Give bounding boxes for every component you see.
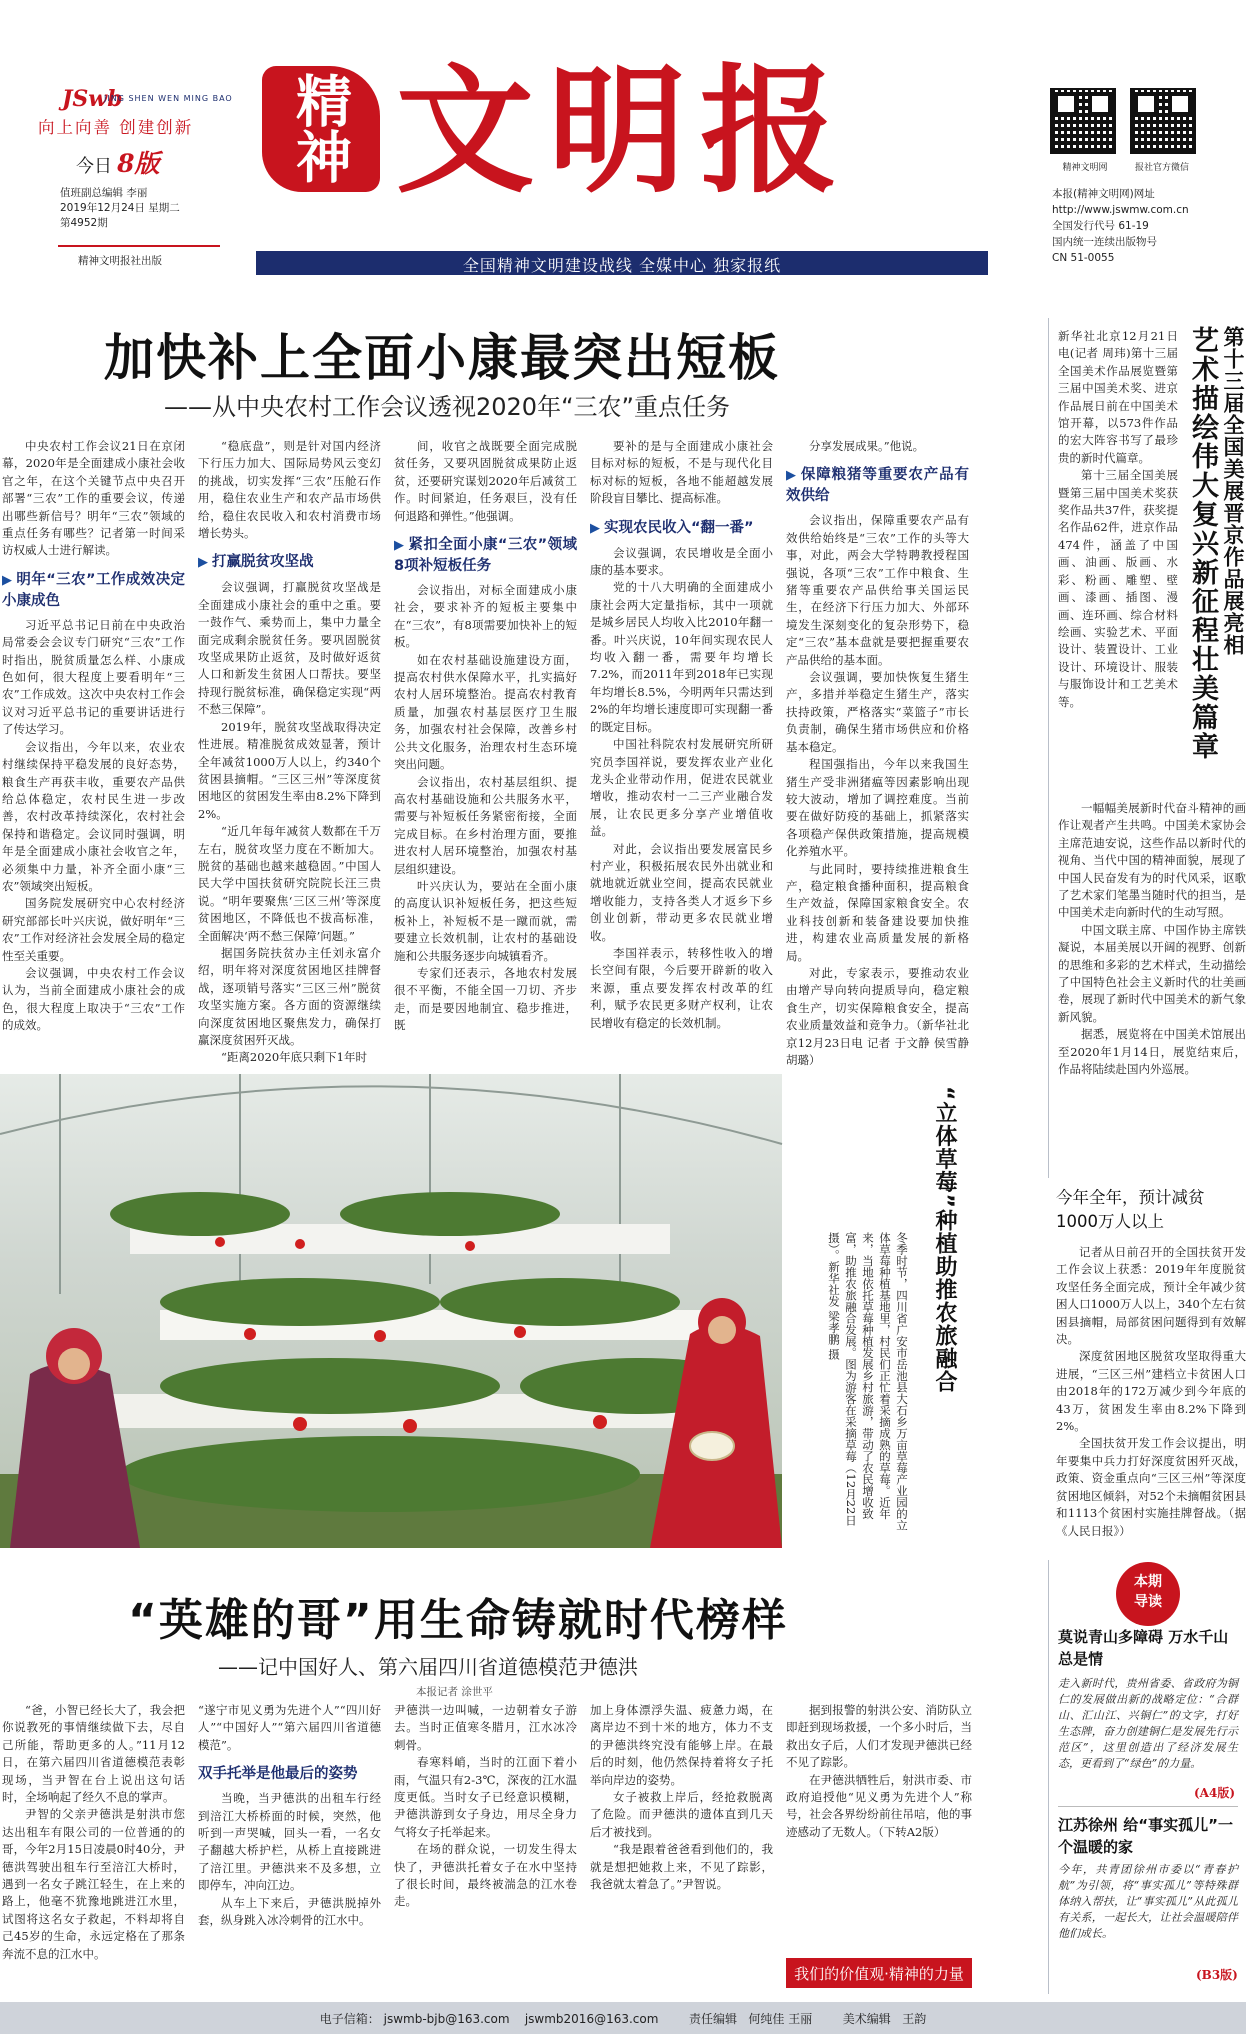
- hero-col-5: [786, 1702, 972, 1950]
- paragraph: 专家们还表示，各地农村发展很不平衡，不能全国一刀切、齐步走，而是要因地制宜、稳步推进，既: [394, 965, 577, 1033]
- paragraph: “近几年每年减贫人数都在千万左右，脱贫攻坚力度在不断加大。脱贫的基础也越来越稳固。”中国人民大学中国扶贫研究院院长汪三贵说。“明年要聚焦‘三区三州’等深度贫困地区，不降低也不拔高标准，全面解决‘两不愁三保障’问题。”: [198, 824, 381, 943]
- hero-subhead: ——记中国好人、第六届四川省道德模范尹德洪: [218, 1655, 638, 1679]
- tagline: 全国精神文明建设战线 全媒中心 独家报纸: [462, 256, 782, 275]
- paragraph: 当晚，当尹德洪的出租车行经到涪江大桥桥面的时候，突然，他听到一声哭喊，回头一看，一名女子翻越大桥护栏，从桥上直接跳进了涪江里。尹德洪来不及多想，立即停车，冲向江边。: [198, 1791, 381, 1893]
- paragraph: 全国扶贫开发工作会议提出，明年要集中兵力打好深度贫困歼灭战，政策、资金重点向“三区三州”等深度贫困地区倾斜，对52个未摘帽贫困县和1113个贫困村实施挂牌督战。（据《人民日报》）: [1056, 1436, 1246, 1538]
- logo-pinyin: JING SHEN WEN MING BAO: [104, 94, 233, 103]
- issue-number: 第4952期: [60, 217, 108, 229]
- paragraph: “稳底盘”，则是针对国内经济下行压力加大、国际局势风云变幻的挑战，切实发挥“三农”压舱石作用，稳住农业生产和农产品市场供给，稳住农民收入和农村消费市场增长势头。: [198, 439, 381, 541]
- editor-line: 值班副总编辑 李丽: [60, 187, 148, 199]
- triangle-icon: ▶: [590, 520, 600, 536]
- paragraph: 会议指出，今年以来，农业农村继续保持平稳发展的良好态势，粮食生产再获丰收，重要农产品供给总体稳定，农村民生进一步改善，农村改革持续深化，农村社会保持和谐稳定。会议同时强调，明年是全面建成小康社会收官之年，必须集中力量，补齐全面小康“三农”领域突出短板。: [2, 739, 185, 893]
- paragraph: 春寒料峭，当时的江面下着小雨，气温只有2-3℃，深夜的江水温度更低。当时女子已经意识模糊，尹德洪游到女子身边，用尽全身力气将女子托举起来。: [394, 1755, 577, 1839]
- paragraph: 尹德洪一边叫喊，一边朝着女子游去。当时正值寒冬腊月，江水冰冷刺骨。: [394, 1703, 577, 1752]
- qr-code-wechat-icon[interactable]: [1130, 88, 1196, 154]
- guide-item-1-page[interactable]: (A4版): [1194, 1786, 1236, 1800]
- greenhouse-scene-icon: [0, 1074, 782, 1548]
- qr2-label: 报社官方微信: [1134, 163, 1189, 173]
- sidebar-art-text-bottom: [1058, 800, 1246, 1178]
- hero-col-2: [198, 1702, 381, 2002]
- paragraph: 新华社北京12月21日电(记者 周玮)第十三届全国美术作品展览暨第三届中国美术奖、进京作品展日前在中国美术馆开幕，以573件作品的宏大阵容书写了最珍贵的新时代篇章。: [1058, 329, 1178, 465]
- lead-col-4: [590, 438, 773, 1058]
- sidebar-poverty-text: [1056, 1244, 1246, 1566]
- paragraph: 国务院发展研究中心农村经济研究部部长叶兴庆说，做好明年“三农”工作对经济社会发展全局的稳定性至关重要。: [2, 896, 185, 963]
- contact-info: [1052, 186, 1189, 266]
- lead-col-2: [198, 438, 381, 1065]
- sidebar-art-rule: [1048, 318, 1049, 1178]
- guide-item-2-page[interactable]: (B3版): [1196, 1968, 1238, 1982]
- lead-subhead-5: ▶ 保障粮猪等重要农产品有效供给: [786, 467, 970, 505]
- title-seal: 精神: [262, 66, 380, 192]
- paragraph: 深度贫困地区脱贫攻坚取得重大进展，“三区三州”建档立卡贫困人口由2018年的172万减少到今年底的43万，贫困发生率由8.2%下降到2%。: [1056, 1349, 1246, 1434]
- designer-label: 美术编辑: [842, 2012, 891, 2026]
- paragraph: 习近平总书记日前在中央政治局常委会会议专门研究“三农”工作时指出，脱贫质量怎么样、小康成色如何，很大程度上要看明年“三农”工作成效。这次中央农村工作会议对习近平总书记的重要讲话进行了传达学习。: [2, 617, 185, 737]
- paragraph: “我是跟着爸爸看到他们的，我就是想把她救上来，不见了踪影，我爸就太着急了。”尹智说。: [590, 1842, 773, 1892]
- paragraph: 从车上下来后，尹德洪脱掉外套，纵身跳入冰冷刺骨的江水中。: [198, 1895, 381, 1928]
- newspaper-title: 文明报: [396, 49, 853, 212]
- sidebar-art-text-top: [1058, 328, 1178, 796]
- photo-story-caption: 冬季时节，四川省广安市岳池县大石乡万亩草莓产业园的立体草莓种植基地里，村民们正忙着采摘成熟的草莓。近年来，当地依托草莓种植发展乡村旅游，带动了农民增收致富，助推农旅融合发展。图为游客在采摘草莓（12月22日摄）。新华社发 梁孝鹏 摄: [827, 1232, 909, 1531]
- cn-label: 国内统一连续出版物号: [1052, 236, 1157, 248]
- paragraph: 程国强指出，今年以来我国生猪生产受非洲猪瘟等因素影响出现较大波动，增加了调控难度。当前要在做好防疫的基础上，抓紧落实各项稳产保供政策措施，提高规模化养殖水平。: [786, 757, 969, 859]
- qr-code-website-icon[interactable]: [1050, 88, 1116, 154]
- publisher: 精神文明报社出版: [78, 255, 162, 267]
- paragraph: 中国文联主席、中国作协主席铁凝说，本届美展以开阔的视野、创新的思维和多彩的艺术样式，生动描绘了中国特色社会主义新时代的壮美画卷，展现了新时代中国美术的新气象新风貌。: [1058, 922, 1246, 1024]
- paragraph: 与此同时，要持续推进粮食生产，稳定粮食播种面积，提高粮食生产效益，保障国家粮食安全。农业科技创新和装备建设要加快推进，构建农业高质量发展的新格局。: [786, 861, 969, 963]
- paragraph: 会议强调，农民增收是全面小康的基本要求。: [590, 545, 773, 578]
- lead-subhead-3: ▶ 紧扣全面小康“三农”领域8项补短板任务: [394, 537, 578, 575]
- photo-story-title: “立体草莓”种植助推农旅融合: [932, 1086, 957, 1393]
- today-count: 8版: [117, 149, 160, 178]
- site-label: 本报(精神文明网)网址: [1052, 188, 1155, 200]
- paragraph: 记者从日前召开的全国扶贫开发工作会议上获悉：2019年年度脱贫攻坚任务全面完成，预计全年减少贫困人口1000万人以上，340个左右贫困县摘帽，局部贫困问题得到有效解决。: [1056, 1245, 1246, 1347]
- paragraph: 在场的群众说，一切发生得太快了，尹德洪托着女子在水中坚持了很长时间，最终被湍急的江水卷走。: [394, 1842, 577, 1909]
- guide-badge: 本期 导读: [1116, 1562, 1180, 1626]
- paragraph: 据到报警的射洪公安、消防队立即赶到现场救援，一个多小时后，当救出女子后，人们才发现尹德洪已经不见了踪影。: [786, 1703, 972, 1770]
- hero-col-1: [2, 1702, 185, 2002]
- lead-subhead-1: ▶ 明年“三农”工作成效决定小康成色: [2, 571, 186, 609]
- site-url[interactable]: http://www.jswmw.com.cn: [1052, 204, 1189, 216]
- paragraph: 会议强调，打赢脱贫攻坚战是全面建成小康社会的重中之重。要一鼓作气、乘势而上，集中力量全面完成剩余脱贫任务。要巩固脱贫攻坚成果防止返贫，及时做好返贫人口和新发生贫困人口帮扶。要坚持现行脱贫标准，确保稳定实现“两不愁三保障”。: [198, 580, 381, 717]
- paragraph: 在尹德洪牺牲后，射洪市委、市政府追授他“见义勇为先进个人”称号，社会各界纷纷前往吊唁，他的事迹感动了无数人。（下转A2版）: [786, 1772, 972, 1839]
- paragraph: “爸，小智已经长大了，我会把你说教死的事情继续做下去，尽自己所能，帮助更多的人。”11月12日，在第六届四川省道德模范表彰现场，当尹智在台上说出这句话时，全场响起了经久不息的掌声。: [2, 1703, 185, 1805]
- paragraph: 对此，会议指出要发展富民乡村产业，积极拓展农民外出就业和就地就近就业空间，提高农民就业增收能力，支持各类人才返乡下乡创业创新，带动更多农民就业增收。: [590, 841, 773, 943]
- lead-subhead: ——从中央农村工作会议透视2020年“三农”重点任务: [164, 393, 730, 421]
- editor-label: 责任编辑: [688, 2012, 737, 2026]
- triangle-icon: ▶: [2, 572, 13, 588]
- cn-number: CN 51-0055: [1052, 252, 1115, 264]
- sidebar-art-title-1: 第十三届全国美展晋京作品展亮相: [1221, 326, 1245, 656]
- email-2[interactable]: jswmb2016@163.com: [524, 2012, 659, 2026]
- paragraph: 中国社科院农村发展研究所研究员李国祥说，要发挥农业产业化龙头企业带动作用，促进农民就业增收，推动农村一二三产业融合发展，让农民更多分享产业增值收益。: [590, 737, 773, 839]
- values-banner-text: 我们的价值观·精神的力量: [794, 1965, 964, 1983]
- paragraph: “遂宁市见义勇为先进个人”“四川好人”“中国好人”“第六届四川省道德模范”。: [198, 1703, 381, 1752]
- paragraph: “距离2020年底只剩下1年时: [221, 1050, 367, 1065]
- paragraph: 会议指出，保障重要农产品有效供给始终是“三农”工作的头等大事，对此，两会大学特聘教授程国强说，各项“三农”工作中粮食、生猪等重要农产品供给事关国运民生，在经济下行压力加大、外部环境发生深刻变化的复杂形势下，稳定“三农”基本盘就是要把握重要农产品供给的基本面。: [786, 513, 969, 667]
- paragraph: 会议强调，要加快恢复生猪生产，多措并举稳定生猪生产，落实扶持政策，严格落实“菜篮子”市长负责制，确保生猪市场供应和价格基本稳定。: [786, 670, 969, 754]
- paragraph: 对此，专家表示，要推动农业由增产导向转向提质导向，稳定粮食生产，切实保障粮食安全，提高农业质量效益和竞争力。（新华社北京12月23日电 记者 于文静 侯雪静 胡璐）: [786, 965, 969, 1067]
- paragraph: 据国务院扶贫办主任刘永富介绍，明年将对深度贫困地区挂牌督战，逐项销号落实“三区三州”脱贫攻坚实施方案。各方面的资源继续向深度贫困地区聚焦发力，确保打赢深度贫困歼灭战。: [198, 945, 381, 1047]
- paragraph: 会议强调，中央农村工作会议认为，当前全面建成小康社会的成色，很大程度上取决于“三农”工作的成效。: [2, 965, 185, 1033]
- paragraph: 尹智的父亲尹德洪是射洪市您达出租车有限公司的一位普通的的哥，今年2月15日凌晨0时40分，尹德洪驾驶出租车行至涪江大桥时，遇到一名女子跳江轻生，在上来的路上，他毫不犹豫地跳进江水里，试图将这名女子救起，不料却将自己45岁的生命，永远定格在了那条奔流不息的江水中。: [2, 1807, 185, 1961]
- guide-divider: [1058, 1806, 1238, 1807]
- photo-strawberry: [0, 1074, 782, 1548]
- paragraph: 加上身体漂浮失温、疲惫力竭，在离岸边不到十米的地方，体力不支的尹德洪终究没有能够上岸。在最后的时刻，他仍然保持着将女子托举向岸边的姿势。: [590, 1703, 773, 1787]
- paragraph: 间，收官之战既要全面完成脱贫任务，又要巩固脱贫成果防止返贫，还要研究谋划2020年后减贫工作。时间紧迫，任务艰巨，没有任何退路和弹性。”他强调。: [394, 439, 577, 523]
- editor-names: 何纯佳 王丽: [748, 2012, 813, 2026]
- lead-subhead-4: ▶ 实现农民收入“翻一番”: [590, 519, 754, 536]
- triangle-icon: ▶: [198, 555, 208, 571]
- hero-byline: 本报记者 涂世平: [416, 1686, 493, 1698]
- guide-item-1-text: 走入新时代，贵州省委、省政府为铜仁的发展做出新的战略定位：“合群山、汇山江、兴铜仁”的文字，打好生态牌，奋力创建铜仁是发展先行示范区”，这里创造出了经济发展生态，更看到了“绿色”的力量。: [1058, 1677, 1238, 1770]
- hero-headline: “英雄的哥”用生命铸就时代榜样: [128, 1595, 788, 1646]
- qr1-label: 精神文明网: [1062, 163, 1108, 173]
- guide-item-1-title[interactable]: 莫说青山多障碍 万水千山总是情: [1058, 1628, 1229, 1668]
- logo-mark: JSwb: [62, 86, 123, 112]
- email-label: 电子信箱：: [319, 2012, 380, 2026]
- lead-col-1: [2, 438, 185, 1058]
- paragraph: 一幅幅美展新时代奋斗精神的画作让观者产生共鸣。中国美术家协会主席范迪安说，这些作品以新时代的视角、当代中国的精神面貌，展现了中国人民奋发有为的时代风采，讴歌了艺术家们笔墨当随时代的担当，是中国美术走向新时代的生动写照。: [1058, 801, 1246, 920]
- lead-col-5: [786, 438, 970, 1067]
- paragraph: 要补的是与全面建成小康社会目标对标的短板，不是与现代化目标对标的短板，各地不能超越发展阶段盲目攀比、提高标准。: [590, 439, 773, 506]
- left-rule: [58, 245, 220, 247]
- today-pages: [76, 144, 160, 180]
- sidebar-poverty-headline: 今年全年，预计减贫1000万人以上: [1056, 1188, 1205, 1231]
- masthead: [0, 0, 1246, 282]
- paragraph: 叶兴庆认为，要站在全面小康的高度认识补短板任务，把这些短板补上，补短板不是一蹴而就，需要建立长效机制，让农村的基础设施和公共服务逐步向城镇看齐。: [394, 878, 577, 963]
- footer-line: [0, 2010, 1246, 2027]
- hero-col-3: [394, 1702, 577, 2002]
- paragraph: 2019年，脱贫攻坚战取得决定性进展。精准脱贫成效显著，预计全年减贫1000万人以上，约340个贫困县摘帽。“三区三州”等深度贫困地区的贫困发生率由8.2%下降到2%。: [198, 719, 381, 821]
- paragraph: 李国祥表示，转移性收入的增长空间有限，今后要开辟新的收入来源，重点要发挥农村改革的红利，赋予农民更多财产权利，让农民增收有稳定的长效机制。: [590, 945, 773, 1030]
- designer-name: 王韵: [902, 2012, 927, 2026]
- paragraph: 会议指出，农村基层组织、提高农村基础设施和公共服务水平，需要与补短板任务紧密衔接，全面完成目标。在乡村治理方面，要推进农村人居环境整治，加强农村基层组织建设。: [394, 774, 577, 876]
- lead-headline: 加快补上全面小康最突出短板: [104, 329, 780, 387]
- paragraph: 分享发展成果。”他说。: [809, 439, 925, 453]
- sidebar-art-title-2: 艺术描绘伟大复兴新征程壮美篇章: [1187, 326, 1218, 761]
- issue-info: [60, 186, 180, 231]
- paragraph: 中央农村工作会议21日在京闭幕，2020年是全面建成小康社会收官之年，在这个关键节点中央召开部署“三农”工作的重要会议，传递出哪些新信号？明年“三农”领域的重点任务有哪些？记者第一时间采访权威人士进行解读。: [2, 439, 185, 558]
- paragraph: 会议指出，对标全面建成小康社会，要求补齐的短板主要集中在“三农”，有8项需要加快补上的短板。: [394, 583, 577, 650]
- postal-code: 全国发行代号 61-19: [1052, 220, 1149, 232]
- paragraph: 如在农村基础设施建设方面，提高农村供水保障水平，扎实搞好农村人居环境整治。提高农村教育质量，加强农村基层医疗卫生服务，加强农村社会保障，改善乡村公共文化服务，治理农村生态环境突出问题。: [394, 652, 577, 772]
- paragraph: 党的十八大明确的全面建成小康社会两大定量指标，其中一项就是城乡居民人均收入比2010年翻一番。叶兴庆说，10年间实现农民人均收入翻一番，需要年均增长7.2%，而2011年到2018年已实现年均增长8.5%，今明两年只需达到2%的年均增长速度即可实现翻一番的既定目标。: [590, 580, 773, 734]
- triangle-icon: ▶: [786, 468, 797, 484]
- today-label: 今日: [76, 156, 112, 177]
- lead-col-3: [394, 438, 577, 1058]
- email-1[interactable]: jswmb-bjb@163.com: [383, 2012, 510, 2026]
- lead-subhead-2: ▶ 打赢脱贫攻坚战: [198, 554, 314, 571]
- slogan: 向上向善 创建创新: [38, 118, 194, 137]
- paragraph: 据悉，展览将在中国美术馆展出至2020年1月14日，展览结束后，作品将陆续赴国内外巡展。: [1058, 1027, 1246, 1077]
- date-line: 2019年12月24日 星期二: [60, 202, 180, 214]
- paragraph: 第十三届全国美展暨第三届中国美术奖获奖作品共37件，获奖提名作品62件，进京作品474件，涵盖了中国画、油画、版画、水彩、粉画、雕塑、壁画、漆画、插图、漫画、连环画、综合材料绘画、实验艺术、平面设计、装置设计、工业设计、环境设计、服装与服饰设计和工艺美术等。: [1058, 468, 1178, 709]
- guide-item-2-title[interactable]: 江苏徐州 给“事实孤儿”一个温暖的家: [1058, 1816, 1233, 1856]
- paragraph: 女子被救上岸后，经抢救脱离了危险。而尹德洪的遗体直到几天后才被找到。: [590, 1790, 773, 1839]
- hero-col-4: [590, 1702, 773, 2002]
- guide-item-2-text: 今年，共青团徐州市委以“青春护航”为引领，将“事实孤儿”等特殊群体纳入帮扶，让“事实孤儿”从此孤儿有关系，一起长大，让社会温暖陪伴他们成长。: [1058, 1863, 1238, 1940]
- triangle-icon: ▶: [394, 538, 405, 554]
- hero-subhead-1: 双手托举是他最后的姿势: [198, 1766, 358, 1783]
